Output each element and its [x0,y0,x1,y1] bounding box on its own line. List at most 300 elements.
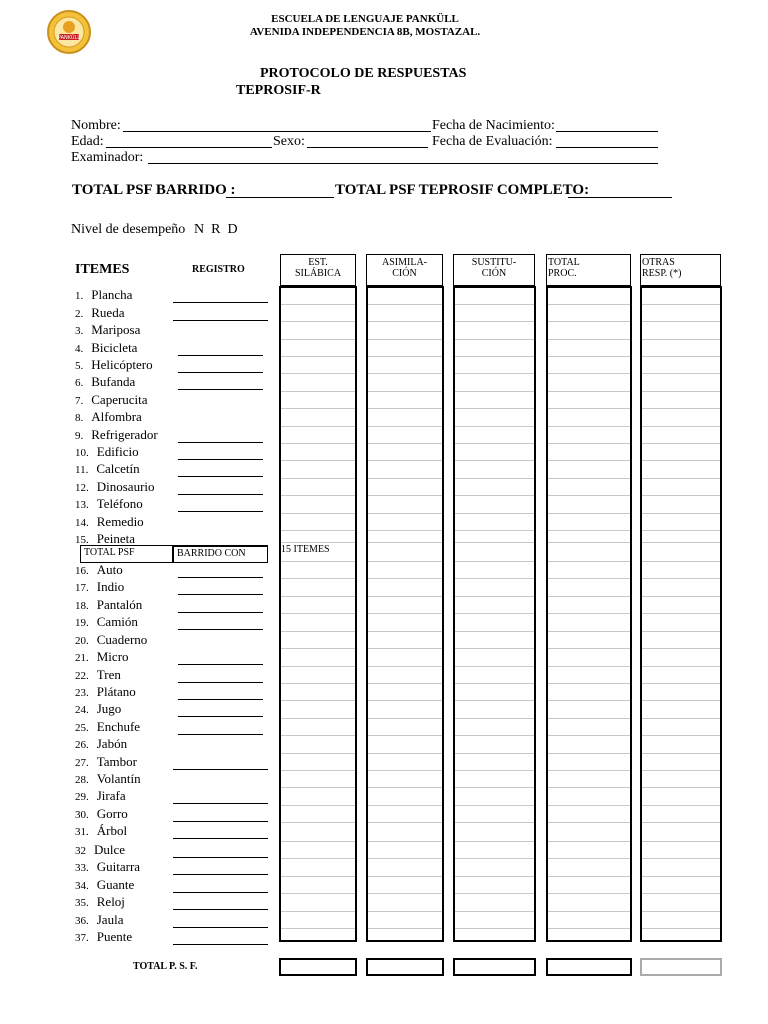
grid-line [281,408,355,409]
registro-line[interactable] [178,734,263,735]
grid-line [368,460,442,461]
grid-line [368,391,442,392]
grid-line [455,478,534,479]
examinador-label: Examinador: [71,150,144,165]
item-name: Bicicleta [91,340,138,355]
grid-line [455,735,534,736]
item-name: Tren [96,667,121,682]
grid-line [548,443,630,444]
item-row [75,771,141,788]
item-row [75,562,123,579]
col-header-line1: ASIMILA- [382,257,427,268]
total-completo-field[interactable] [568,197,672,198]
item-row [75,736,127,753]
grid-line [548,613,630,614]
item-row [75,357,153,374]
grid-line [455,648,534,649]
grid-line [455,822,534,823]
grid-line [642,596,720,597]
grid-line [368,805,442,806]
col-asimilacion[interactable] [366,286,444,942]
item-name: Jirafa [96,788,126,803]
grid-line [368,928,442,929]
grid-line [455,373,534,374]
grid-line [455,443,534,444]
col-header-total-proc [546,254,631,286]
item-name: Camión [96,614,138,629]
item-name: Bufanda [91,374,136,389]
col-header-line1: OTRAS [642,257,675,268]
grid-line [548,841,630,842]
grid-line [642,478,720,479]
item-row [75,649,129,666]
grid-line [368,648,442,649]
item-name: Jugo [96,701,122,716]
col-header-line2: CIÓN [392,268,417,279]
grid-line [642,718,720,719]
item-number: 22. [75,670,89,682]
item-row [75,409,142,426]
item-number: 32 [75,845,86,857]
item-name: Caperucita [91,392,148,407]
grid-line [368,426,442,427]
grid-line [368,718,442,719]
grid-line [548,631,630,632]
total-proc-box[interactable] [546,958,632,976]
item-number: 37. [75,932,89,944]
grid-line [548,648,630,649]
grid-line [281,495,355,496]
registro-line[interactable] [178,577,263,578]
item-name: Calcetín [96,461,140,476]
grid-line [281,339,355,340]
grid-line [281,596,355,597]
grid-line [455,530,534,531]
item-number: 21. [75,652,89,664]
grid-line [281,841,355,842]
grid-line [281,631,355,632]
grid-line [642,770,720,771]
registro-line[interactable] [173,769,268,770]
grid-line [455,911,534,912]
grid-line [368,876,442,877]
item-number: 15. [75,534,89,546]
grid-line [455,718,534,719]
grid-line [548,858,630,859]
examinador-field[interactable] [148,163,658,164]
item-name: Tambor [96,754,137,769]
edad-label: Edad: [71,134,104,149]
logo-text: PANKÜLL [57,35,81,41]
item-row [75,322,140,339]
registro-line[interactable] [178,494,263,495]
item-number: 24. [75,704,89,716]
registro-line[interactable] [178,442,263,443]
protocol-title: PROTOCOLO DE RESPUESTAS [260,66,467,81]
grid-line [642,513,720,514]
item-name: Volantín [96,771,141,786]
item-name: Gorro [96,806,128,821]
item-number: 1. [75,290,84,302]
grid-line [455,666,534,667]
grid-line [642,542,720,543]
registro-line[interactable] [178,594,263,595]
item-number: 3. [75,325,84,337]
grid-line [548,770,630,771]
grid-line [281,718,355,719]
grid-line [455,631,534,632]
grid-line [281,426,355,427]
item-name: Árbol [96,823,128,838]
grid-line [455,578,534,579]
item-name: Plancha [91,287,133,302]
item-number: 23. [75,687,89,699]
grid-line [548,700,630,701]
grid-line [548,683,630,684]
grid-line [281,893,355,894]
grid-line [455,841,534,842]
grid-line [368,578,442,579]
registro-line[interactable] [173,927,268,928]
registro-line[interactable] [173,320,268,321]
grid-line [281,613,355,614]
col-header-line2: CIÓN [481,268,507,279]
grid-line [548,373,630,374]
item-row [75,287,132,304]
grid-line [642,911,720,912]
grid-line [642,631,720,632]
item-number: 9. [75,430,84,442]
item-row [75,859,140,876]
fecha-evaluacion-field[interactable] [556,147,658,148]
grid-line [642,841,720,842]
grid-line [642,391,720,392]
itemes-header: ITEMES [75,262,130,277]
item-number: 29. [75,791,89,803]
grid-line [281,805,355,806]
item-row [75,444,139,461]
item-number: 26. [75,739,89,751]
registro-line[interactable] [173,892,268,893]
item-row [75,479,155,496]
item-row [75,929,132,946]
col-otras-resp[interactable] [640,286,722,942]
item-number: 17. [75,582,89,594]
item-row [75,340,137,357]
item-row [75,597,142,614]
col-header-otras-resp [640,254,721,286]
sexo-label: Sexo: [273,134,305,149]
subtotal-15-itemes: 15 ITEMES [281,544,330,555]
grid-line [548,805,630,806]
item-row [75,514,144,531]
grid-line [368,339,442,340]
grid-line [548,478,630,479]
grid-line [548,578,630,579]
col-est-silabica[interactable] [279,286,357,942]
item-number: 6. [75,377,84,389]
total-psf-label: TOTAL P. S. F. [133,961,198,972]
grid-line [455,304,534,305]
grid-line [368,700,442,701]
col-total-proc[interactable] [546,286,632,942]
grid-line [642,495,720,496]
registro-line[interactable] [178,511,263,512]
item-number: 28. [75,774,89,786]
fecha-nacimiento-field[interactable] [556,131,658,132]
school-name: ESCUELA DE LENGUAJE PANKÜLL [271,13,459,25]
item-number: 5. [75,360,84,372]
grid-line [548,339,630,340]
grid-line [455,495,534,496]
grid-line [548,893,630,894]
item-number: 27. [75,757,89,769]
grid-line [548,356,630,357]
item-name: Teléfono [96,496,143,511]
item-number: 16. [75,565,89,577]
grid-line [642,339,720,340]
grid-line [642,321,720,322]
total-barrido-field[interactable] [226,197,334,198]
col-header-sustitucion [453,254,535,286]
registro-line[interactable] [178,389,263,390]
grid-line [642,408,720,409]
grid-line [642,373,720,374]
total-otras-resp-box[interactable] [640,958,722,976]
sexo-field[interactable] [307,147,428,148]
registro-line[interactable] [173,302,268,303]
grid-line [368,513,442,514]
item-row [75,667,121,684]
grid-line [455,893,534,894]
grid-line [642,858,720,859]
grid-line [642,787,720,788]
item-row [75,632,147,649]
grid-line [281,356,355,357]
grid-line [368,495,442,496]
grid-line [642,426,720,427]
grid-line [368,787,442,788]
grid-line [281,876,355,877]
item-number: 7. [75,395,84,407]
item-row [75,392,148,409]
total-sustitucion-box[interactable] [453,958,536,976]
nombre-label: Nombre: [71,118,121,133]
item-number: 30. [75,809,89,821]
grid-line [548,666,630,667]
grid-line [281,700,355,701]
registro-line[interactable] [178,476,263,477]
item-row [75,788,126,805]
item-row [75,894,125,911]
item-name: Rueda [91,305,125,320]
item-name: Guitarra [96,859,141,874]
registro-line[interactable] [178,355,263,356]
grid-line [281,304,355,305]
grid-line [368,858,442,859]
registro-line[interactable] [173,909,268,910]
registro-line[interactable] [178,664,263,665]
col-header-line1: EST. [308,257,328,268]
registro-line[interactable] [173,803,268,804]
grid-line [281,787,355,788]
item-row [75,461,140,478]
item-row [75,684,136,701]
grid-line [455,339,534,340]
grid-line [642,648,720,649]
item-name: Dulce [94,842,126,857]
total-est-silabica-box[interactable] [279,958,357,976]
grid-line [548,735,630,736]
registro-line[interactable] [173,857,268,858]
grid-line [368,841,442,842]
grid-line [548,542,630,543]
grid-line [455,408,534,409]
item-row [75,427,158,444]
registro-line[interactable] [178,372,263,373]
grid-line [281,460,355,461]
grid-line [368,666,442,667]
grid-line [642,822,720,823]
item-number: 36. [75,915,89,927]
grid-line [281,648,355,649]
grid-line [368,408,442,409]
registro-line[interactable] [178,699,263,700]
item-number: 10. [75,447,89,459]
grid-line [281,753,355,754]
registro-line[interactable] [173,944,268,945]
item-name: Micro [96,649,129,664]
item-name: Mariposa [91,322,141,337]
grid-line [642,666,720,667]
grid-line [548,928,630,929]
grid-line [281,530,355,531]
item-name: Edificio [96,444,139,459]
item-name: Puente [96,929,133,944]
grid-line [368,321,442,322]
grid-line [281,391,355,392]
registro-line[interactable] [173,838,268,839]
item-name: Guante [96,877,135,892]
grid-line [455,561,534,562]
grid-line [281,683,355,684]
item-name: Enchufe [96,719,141,734]
grid-line [368,753,442,754]
grid-line [368,596,442,597]
grid-line [368,770,442,771]
grid-line [548,513,630,514]
grid-line [281,928,355,929]
school-address: AVENIDA INDEPENDENCIA 8B, MOSTAZAL. [249,26,481,38]
item-row [75,823,127,840]
item-name: Alfombra [91,409,142,424]
grid-line [281,561,355,562]
grid-line [548,530,630,531]
grid-line [368,822,442,823]
grid-line [455,858,534,859]
grid-line [455,542,534,543]
item-row [75,912,123,929]
grid-line [281,443,355,444]
item-name: Remedio [96,514,144,529]
grid-line [455,460,534,461]
item-row [75,754,137,771]
registro-header: REGISTRO [192,264,245,275]
registro-line[interactable] [178,716,263,717]
grid-line [368,530,442,531]
item-row [75,719,140,736]
grid-line [455,596,534,597]
col-sustitucion[interactable] [453,286,536,942]
grid-line [455,787,534,788]
school-logo [47,10,91,54]
grid-line [548,876,630,877]
item-name: Cuaderno [96,632,148,647]
registro-line[interactable] [178,682,263,683]
item-number: 11. [75,464,89,476]
subtotal-barrido-con: BARRIDO CON [173,545,268,563]
grid-line [642,530,720,531]
item-name: Peineta [96,531,136,546]
grid-line [281,770,355,771]
grid-line [642,753,720,754]
grid-line [642,613,720,614]
item-row [75,701,121,718]
grid-line [455,876,534,877]
registro-line[interactable] [178,459,263,460]
grid-line [642,805,720,806]
nombre-field[interactable] [123,131,431,132]
grid-line [281,513,355,514]
registro-line[interactable] [178,629,263,630]
item-name: Reloj [96,894,125,909]
grid-line [642,700,720,701]
registro-line[interactable] [173,821,268,822]
grid-line [368,443,442,444]
item-number: 35. [75,897,89,909]
item-name: Helicóptero [91,357,153,372]
grid-line [368,356,442,357]
item-row [75,579,124,596]
col-header-asimilacion [366,254,443,286]
item-name: Jaula [96,912,124,927]
registro-line[interactable] [178,612,263,613]
grid-line [455,770,534,771]
edad-field[interactable] [106,147,272,148]
grid-line [368,911,442,912]
grid-line [642,304,720,305]
item-row [75,496,143,513]
grid-line [548,391,630,392]
grid-line [455,613,534,614]
grid-line [455,426,534,427]
item-number: 18. [75,600,89,612]
registro-line[interactable] [173,874,268,875]
item-name: Indio [96,579,125,594]
grid-line [368,304,442,305]
item-number: 4. [75,343,84,355]
item-row [75,842,125,859]
grid-line [548,495,630,496]
subtotal-total-psf: TOTAL PSF [80,545,173,563]
total-asimilacion-box[interactable] [366,958,444,976]
col-header-line1: TOTAL [548,257,580,268]
grid-line [455,356,534,357]
item-row [75,877,134,894]
item-row [75,374,135,391]
item-number: 14. [75,517,89,529]
grid-line [281,735,355,736]
